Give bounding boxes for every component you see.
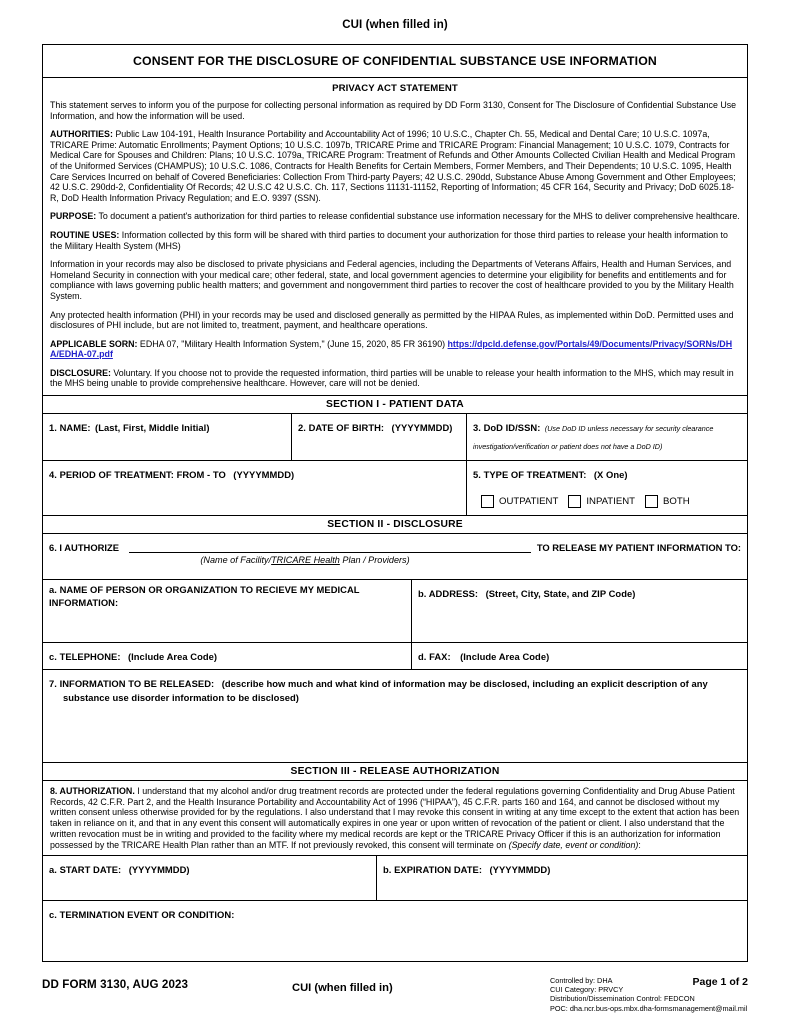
cui-banner-bottom: CUI (when filled in) [292,982,393,994]
field-dod-id-ssn[interactable] [466,414,746,460]
field-recipient-address[interactable] [411,580,746,642]
authorize-hint-pre: (Name of Facility/ [200,555,272,566]
fax-label: d. FAX: [418,651,451,663]
checkbox-inpatient-label: INPATIENT [586,496,636,508]
type-hint: (X One) [593,469,628,481]
privacy-act-statement [43,78,747,396]
routine-uses-text: Information collected by this form will be shared with third parties to document your authorization for those third parties to release your health information to the Military Health System (MHS) [50,229,728,251]
disclosure-paragraph [50,368,740,389]
contact-row [43,643,747,670]
field-type-of-treatment[interactable] [466,461,746,515]
checkbox-outpatient-box[interactable] [481,495,494,508]
info-hint-line2: substance use disorder information to be disclosed) [63,692,299,704]
info-hint: (describe how much and what kind of information may be disclosed, including an explicit description of any [221,678,708,690]
section-3-header: SECTION III - RELEASE AUTHORIZATION [43,763,747,781]
address-hint: (Street, City, State, and ZIP Code) [485,588,636,600]
authorize-release-label: TO RELEASE MY PATIENT INFORMATION TO: [536,542,741,554]
privacy-act-heading: PRIVACY ACT STATEMENT [332,83,458,94]
cui-category: CUI Category: PRVCY [550,985,624,995]
authorize-hint-post: Plan / Providers) [339,555,410,566]
checkbox-outpatient[interactable] [481,495,558,508]
name-label: 1. NAME: [49,422,91,434]
section-2-header: SECTION II - DISCLOSURE [43,516,747,534]
field-start-date[interactable] [43,856,376,900]
sorn-label: APPLICABLE SORN: [50,338,138,349]
recipient-name-label: a. NAME OF PERSON OR ORGANIZATION TO RECIEVE MY MEDICAL INFORMATION: [49,584,360,608]
field-fax[interactable] [411,643,746,669]
sorn-text: EDHA 07, "Military Health Information System," (June 15, 2020, 85 FR 36190) [137,338,448,349]
checkbox-both-label: BOTH [663,496,690,508]
checkbox-inpatient-box[interactable] [568,495,581,508]
checkbox-both-box[interactable] [645,495,658,508]
treatment-type-checkbox-group [481,495,741,508]
field-name[interactable] [43,414,291,460]
distribution-control: Distribution/Dissemination Control: FEDCON [550,994,695,1004]
purpose-label: PURPOSE: [50,211,97,222]
checkbox-inpatient[interactable] [568,495,635,508]
section-1-header: SECTION I - PATIENT DATA [43,396,747,414]
name-hint: (Last, First, Middle Initial) [95,422,210,434]
period-hint: (YYYYMMDD) [233,469,295,481]
sorn-link[interactable]: https://dpcld.defense.gov/Portals/49/Documents/Privacy/SORNs/DHA/EDHA-07.pdf [50,338,733,360]
expiration-date-hint: (YYYYMMDD) [489,864,551,876]
field-period-of-treatment[interactable] [43,461,466,515]
routine-uses-paragraph [50,230,740,251]
termination-label: c. TERMINATION EVENT OR CONDITION: [49,909,235,921]
controlled-by: Controlled by: DHA [550,976,613,985]
telephone-hint: (Include Area Code) [127,651,218,663]
dob-label: 2. DATE OF BIRTH: [298,422,385,434]
authorize-line [49,539,741,553]
start-date-hint: (YYYYMMDD) [128,864,190,876]
dodid-hint: (Use DoD ID unless necessary for security clearance investigation/verification or patient does not have a DoD ID) [473,424,714,452]
recipient-row [43,580,747,643]
purpose-text: To document a patient's authorization for third parties to release confidential substance use information necessary for the MHS to deliver comprehensive healthcare. [96,211,740,222]
authorize-hint [49,555,741,565]
field-i-authorize[interactable] [43,534,747,580]
authorization-text-end: : [638,839,641,850]
authorities-text: Public Law 104-191, Health Insurance Portability and Accountability Act of 1996; 10 U.S.C., Chapter Ch. 55, Medical and Dental Care; 10 U.S.C. 1097a, TRICARE Prime: Automatic Enrollments; Payment Options; 10 U.S.C. 1097b, TRICARE Prime and TRICARE Program: Financial Management; 10 U.S.C. 1079, Contracts for Medical Care for Spouses and Children: Plans; 10 U.S.C. 1079a, TRICARE Program: Treatment of Refunds and Other Amounts Collected Civilian Health and Medical Program of the Uniformed Services (CHAMPUS); 10 U.S.C. 1086, Contracts for Health Benefits for Certain Members, Former Members, and Their Dependents; 10 U.S.C. 1095, Health Care Services Incurred on behalf of Covered Beneficiaries: Collection From Third-party Payers; 42 U.S.C. 290dd, Substance Abuse Among Government and Other Employees; 42 U.S.C. 290dd-2, Confidentiality Of Records; 42 U.S.C 42 U.S.C. Ch. 117, Sections 11131-11152, Reporting of Information; 45 CFR 164, Security and Privacy; DoD 6025.18-R, DoD Health Information Privacy Regulation; and E.O. 9397 (SSN). [50,129,736,203]
checkbox-both[interactable] [645,495,690,508]
page-number: Page 1 of 2 [692,976,748,988]
authorization-label: 8. AUTHORIZATION. [50,786,135,797]
authorize-input-rule[interactable] [129,539,531,553]
authorization-paragraph [43,781,747,856]
disclosure-text: Voluntary. If you choose not to provide the requested information, third parties will be unable to release your health information to the MHS, which may result in the MHS being unable to provide comprehensive healthcare. However, care will not be denied. [50,367,734,389]
field-information-to-be-released[interactable] [43,670,746,762]
authorize-hint-underline: TRICARE Health [271,555,340,566]
patient-identity-row [43,414,747,461]
info-label: 7. INFORMATION TO BE RELEASED: [49,678,215,690]
checkbox-outpatient-label: OUTPATIENT [499,496,559,508]
applicable-sorn-paragraph [50,339,740,360]
dob-hint: (YYYYMMDD) [391,422,453,434]
privacy-intro-paragraph: This statement serves to inform you of the purpose for collecting personal information as required by DD Form 3130, Consent for The Disclosure of Confidential Substance Use Information, and how the information will be used. [50,100,737,121]
authorities-label: AUTHORITIES: [50,129,113,140]
form-title: CONSENT FOR THE DISCLOSURE OF CONFIDENTIAL SUBSTANCE USE INFORMATION [43,45,747,78]
information-released-row [43,670,747,763]
period-label: 4. PERIOD OF TREATMENT: FROM - TO [49,469,226,481]
form-body [42,44,748,962]
cui-banner-top: CUI (when filled in) [342,19,448,31]
treatment-row [43,461,747,516]
address-label: b. ADDRESS: [418,588,479,600]
dodid-label: 3. DoD ID/SSN: [473,422,541,434]
field-termination-event[interactable] [43,901,746,961]
authorization-text: I understand that my alcohol and/or drug treatment records are protected under the federal regulations governing Confidentiality and Drug Abuse Patient Records, 42 C.F.R. Part 2, and the Health Insurance Portability and Accountability Act of 1996 (“HIPAA”), 45 C.F.R. parts 160 and 164, and cannot be disclosed without my written consent unless otherwise provided for by the regulations. I also understand that I may revoke this consent in writing at any time except to the extent that action has been taken in reliance on it, and that in any event this consent will automatically expires in one year or upon written of revocation of the patient or client. I also understand that the written revocation must be in writing and provided to the facility where my medical records are kept or the TRICARE Privacy Officer if this is an authorization for information possessed by the TRICARE Health Plan rather than an MTF. If not previously revoked, this consent will terminate on [50,786,740,850]
field-expiration-date[interactable] [376,856,746,900]
agency-disclosure-paragraph: Information in your records may also be disclosed to private physicians and Federal agencies, including the Departments of Veterans Affairs, Health and Human Services, and Homeland Security in connection with your medical care; other federal, state, and local government agencies to determine your eligibility for benefits and entitlements and for compliance with laws governing public health matters; and government and nongovernment third parties to recover the cost of healthcare provided to you by the Military Health System. [50,259,734,301]
authorities-paragraph [50,129,740,203]
type-label: 5. TYPE OF TREATMENT: [473,469,587,481]
start-date-label: a. START DATE: [49,864,122,876]
field-date-of-birth[interactable] [291,414,466,460]
termination-row [43,901,747,961]
poc-email: POC: dha.ncr.bus-ops.mbx.dha-formsmanagement@mail.mil [550,1003,748,1013]
fax-hint: (Include Area Code) [460,651,550,663]
phi-paragraph: Any protected health information (PHI) in your records may be used and disclosed generally as permitted by the HIPAA Rules, as implemented within DoD. Permitted uses and disclosures of PHI include, but are not limited to, treatment, payment, and healthcare operations. [50,309,734,331]
authorization-dates-row [43,856,747,901]
field-recipient-name[interactable] [43,580,411,642]
form-identifier: DD FORM 3130, AUG 2023 [42,978,189,991]
routine-uses-label: ROUTINE USES: [50,229,120,240]
telephone-label: c. TELEPHONE: [49,651,121,663]
page-footer [42,978,748,1024]
authorize-label: 6. I AUTHORIZE [49,542,119,554]
disclosure-label: DISCLOSURE: [50,367,111,378]
authorization-specify-hint: (Specify date, event or condition) [508,839,639,850]
purpose-paragraph [50,211,740,222]
field-telephone[interactable] [43,643,411,669]
expiration-date-label: b. EXPIRATION DATE: [383,864,483,876]
